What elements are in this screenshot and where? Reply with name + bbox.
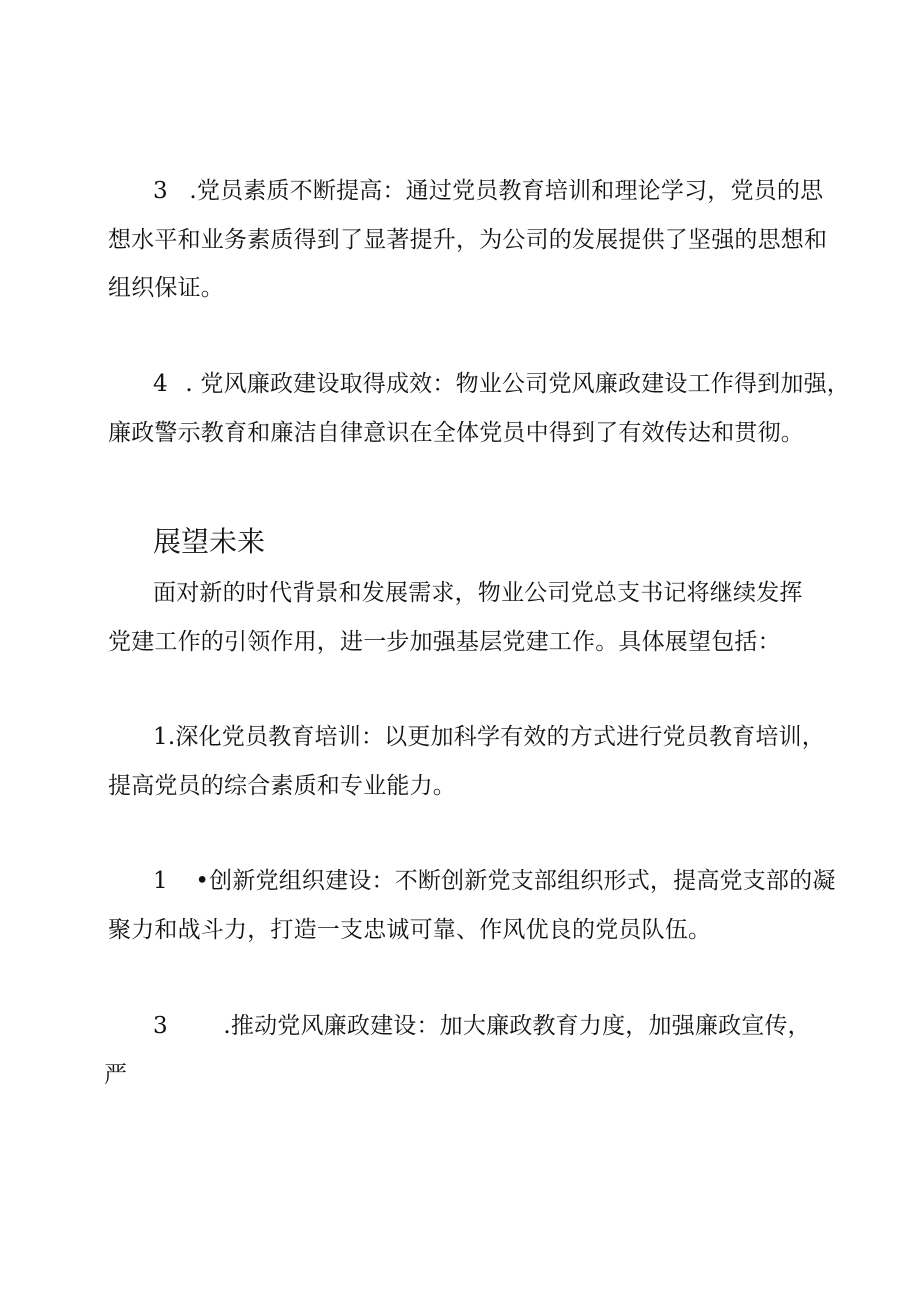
outlook-item-3-number: 3 xyxy=(153,1013,168,1039)
achievement-item-4-text: . 党风廉政建设取得成效：物业公司党风廉政建设工作得到加强， xyxy=(185,371,850,397)
achievement-item-3-line-1 xyxy=(153,176,823,206)
outlook-item-2-line-1 xyxy=(153,866,836,896)
outlook-intro-line-1: 面对新的时代背景和发展需求，物业公司党总支书记将继续发挥 xyxy=(153,580,803,606)
achievement-item-3-number: 3 xyxy=(153,178,168,204)
achievement-item-4-number: 4 xyxy=(153,371,168,397)
achievement-item-3-line-3: 组织保证。 xyxy=(108,275,224,301)
outlook-item-3-line-2: 严 xyxy=(104,1062,128,1088)
achievement-item-3-line-2: 想水平和业务素质得到了显著提升，为公司的发展提供了坚强的思想和 xyxy=(108,227,828,253)
outlook-item-3-line-1 xyxy=(153,1011,811,1041)
section-heading-outlook: 展望未来 xyxy=(153,525,266,558)
outlook-item-1-line-1: 1.深化党员教育培训：以更加科学有效的方式进行党员教育培训， xyxy=(153,724,825,750)
outlook-item-2-text: •创新党组织建设：不断创新党支部组织形式，提高党支部的凝 xyxy=(195,868,836,894)
outlook-item-1-line-2: 提高党员的综合素质和专业能力。 xyxy=(108,773,456,799)
outlook-intro-line-2: 党建工作的引领作用，进一步加强基层党建工作。具体展望包括： xyxy=(108,629,781,655)
outlook-item-2-line-2: 聚力和战斗力，打造一支忠诚可靠、作风优良的党员队伍。 xyxy=(108,917,712,943)
achievement-item-3-text: .党员素质不断提高：通过党员教育培训和理论学习，党员的思 xyxy=(189,178,824,204)
outlook-item-3-text: .推动党风廉政建设：加大廉政教育力度，加强廉政宣传， xyxy=(223,1013,811,1039)
achievement-item-4-line-1 xyxy=(153,369,850,399)
achievement-item-4-line-2: 廉政警示教育和廉洁自律意识在全体党员中得到了有效传达和贯彻。 xyxy=(108,420,804,446)
outlook-item-2-number: 1 xyxy=(153,868,168,894)
